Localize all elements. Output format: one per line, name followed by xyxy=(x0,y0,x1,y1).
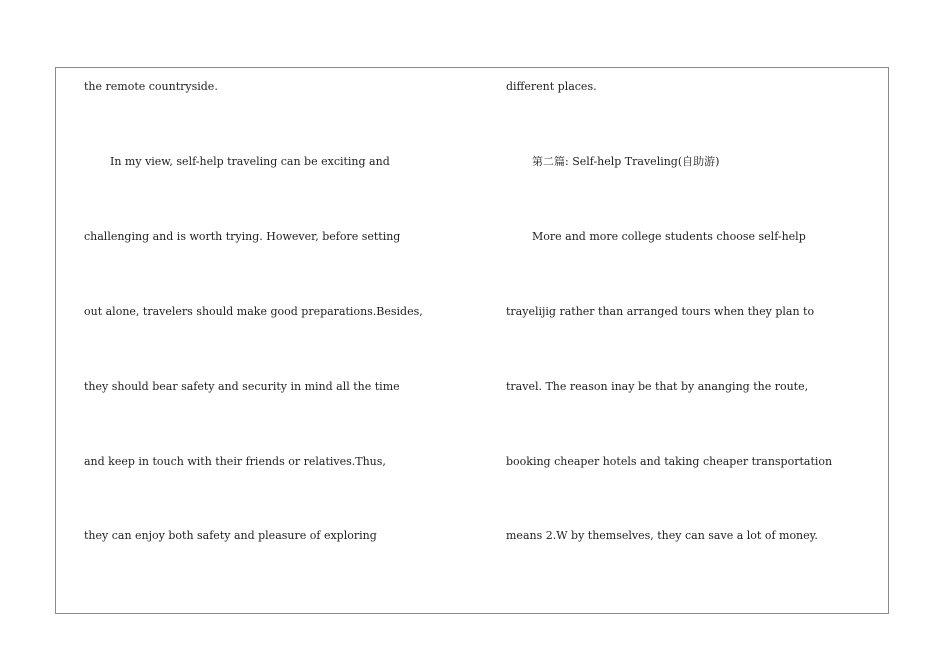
text-line: out alone, travelers should make good preparations.Besides, xyxy=(84,305,423,318)
text-line: and keep in touch with their friends or relatives.Thus, xyxy=(84,455,386,468)
text-line: means 2.W by themselves, they can save a lot of money. xyxy=(506,529,818,542)
paragraph-start-line: More and more college students choose self-help xyxy=(532,230,806,243)
text-line: booking cheaper hotels and taking cheaper transportation xyxy=(506,455,833,468)
text-line: travel. The reason inay be that by ananging the route, xyxy=(506,380,809,393)
section-heading: 第二篇: Self-help Traveling(自助游) xyxy=(532,155,720,168)
text-line: different places. xyxy=(506,80,597,93)
paragraph-start-line: In my view, self-help traveling can be exciting and xyxy=(110,155,390,168)
text-line: challenging and is worth trying. However, before setting xyxy=(84,230,401,243)
text-line: they should bear safety and security in mind all the time xyxy=(84,380,400,393)
text-line: trayelijig rather than arranged tours when they plan to xyxy=(506,305,815,318)
text-line: they can enjoy both safety and pleasure of exploring xyxy=(84,529,377,542)
text-line: the remote countryside. xyxy=(84,80,218,93)
